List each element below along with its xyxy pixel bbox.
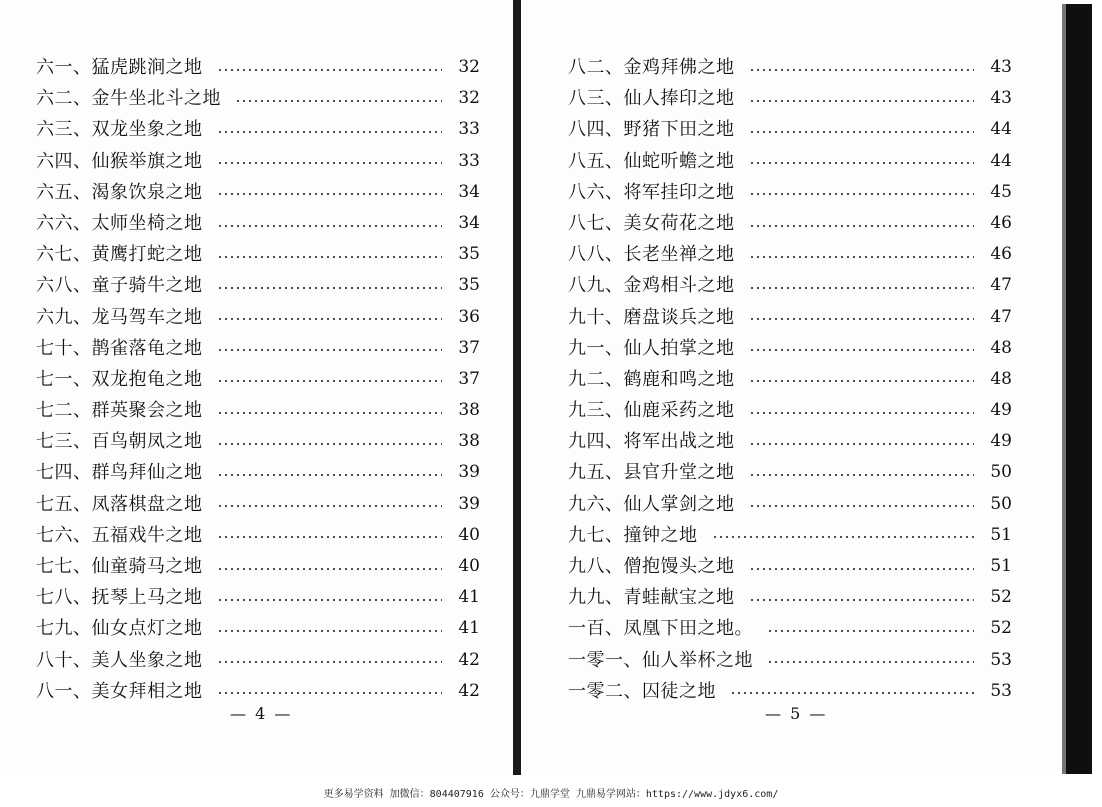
toc-entry-title: 七三、百鸟朝凤之地 — [36, 431, 203, 453]
dot-leader — [749, 256, 975, 258]
dot-leader — [749, 193, 975, 195]
toc-entry-title: 八十、美人坐象之地 — [36, 649, 203, 671]
dot-leader — [749, 287, 975, 289]
toc-entry — [36, 520, 480, 551]
toc-entry-title: 六三、双龙坐象之地 — [36, 119, 203, 141]
toc-entry-page: 36 — [458, 306, 480, 327]
toc-entry — [568, 146, 1012, 177]
toc-entry-page: 49 — [990, 400, 1012, 421]
toc-entry-title: 七八、抚琴上马之地 — [36, 587, 203, 609]
dot-leader — [217, 256, 443, 258]
toc-entry-title: 八六、将军挂印之地 — [568, 181, 735, 203]
toc-entry-title: 九八、僧抱馒头之地 — [568, 556, 735, 577]
toc-entry-title: 八七、美女荷花之地 — [568, 212, 735, 234]
toc-entry — [36, 177, 480, 208]
dot-leader — [749, 568, 975, 570]
toc-entry-page: 44 — [990, 119, 1012, 140]
toc-entry — [568, 333, 1012, 364]
toc-entry-page: 48 — [990, 337, 1012, 358]
dot-leader — [749, 162, 975, 164]
toc-entry — [568, 302, 1012, 333]
dot-leader — [217, 193, 443, 195]
toc-entry-page: 40 — [458, 556, 480, 576]
toc-entry-title: 七七、仙童骑马之地 — [36, 556, 203, 577]
dot-leader — [217, 318, 443, 320]
toc-entry — [568, 395, 1012, 426]
toc-entry — [36, 146, 480, 177]
toc-entry — [568, 239, 1012, 270]
toc-entry-title: 六八、童子骑牛之地 — [36, 275, 203, 297]
toc-entry-page: 41 — [458, 587, 480, 608]
toc-entry-page: 35 — [458, 244, 480, 265]
toc-entry-page: 47 — [990, 306, 1012, 327]
toc-entry-title: 八五、仙蛇听蟾之地 — [568, 150, 735, 172]
toc-entry-title: 八三、仙人捧印之地 — [568, 88, 735, 110]
dot-leader — [217, 630, 443, 632]
dot-leader — [235, 100, 442, 102]
toc-entry-page: 44 — [990, 150, 1012, 171]
dot-leader — [217, 69, 443, 71]
toc-entry — [36, 208, 480, 239]
toc-entry-title: 九一、仙人拍掌之地 — [568, 337, 735, 359]
toc-entry-page: 53 — [990, 680, 1012, 701]
dot-leader — [749, 225, 975, 227]
toc-entry-page: 32 — [458, 57, 480, 77]
dot-leader — [217, 599, 443, 601]
dot-leader — [730, 692, 974, 694]
toc-entry — [36, 52, 480, 83]
toc-entry-page: 35 — [458, 275, 480, 296]
dot-leader — [217, 692, 443, 694]
toc-entry — [36, 551, 480, 582]
toc-entry — [36, 239, 480, 270]
toc-entry — [568, 582, 1012, 613]
toc-entry-page: 38 — [458, 400, 480, 421]
toc-entry-page: 40 — [458, 524, 480, 545]
toc-entry-page: 37 — [458, 337, 480, 358]
dot-leader — [217, 412, 443, 414]
toc-entry-title: 九九、青蛙献宝之地 — [568, 587, 735, 609]
toc-entry-page: 43 — [990, 88, 1012, 109]
toc-entry — [568, 208, 1012, 239]
toc-entry — [568, 270, 1012, 301]
toc-left-list — [36, 52, 480, 707]
page-edge-shadow — [1066, 4, 1092, 774]
toc-entry-title: 九十、磨盘谈兵之地 — [568, 306, 735, 328]
toc-entry-page: 34 — [458, 212, 480, 233]
book-gutter — [513, 0, 521, 775]
dot-leader — [749, 380, 975, 382]
dot-leader — [749, 100, 975, 102]
toc-entry — [36, 333, 480, 364]
page-number-left: — 4 — — [230, 704, 293, 723]
toc-entry-title: 九六、仙人掌剑之地 — [568, 493, 735, 515]
dot-leader — [217, 443, 443, 445]
toc-entry-title: 八九、金鸡相斗之地 — [568, 275, 735, 297]
toc-entry-title: 七二、群英聚会之地 — [36, 400, 203, 422]
toc-entry — [36, 83, 480, 114]
toc-entry-page: 50 — [990, 462, 1012, 483]
toc-entry-page: 52 — [990, 618, 1012, 639]
toc-entry — [36, 582, 480, 613]
toc-entry-page: 53 — [990, 649, 1012, 670]
toc-entry-page: 51 — [990, 524, 1012, 545]
toc-entry-title: 六四、仙猴举旗之地 — [36, 150, 203, 172]
toc-entry-title: 七四、群鸟拜仙之地 — [36, 462, 203, 484]
dot-leader — [217, 287, 443, 289]
toc-entry — [36, 457, 480, 488]
toc-entry-title: 八四、野猪下田之地 — [568, 119, 735, 141]
toc-entry-page: 38 — [458, 431, 480, 452]
toc-entry — [36, 114, 480, 145]
toc-entry-title: 九七、撞钟之地 — [568, 524, 698, 546]
toc-entry — [36, 364, 480, 395]
toc-entry — [36, 395, 480, 426]
dot-leader — [749, 505, 975, 507]
toc-entry-title: 六五、渴象饮泉之地 — [36, 181, 203, 203]
toc-entry — [568, 457, 1012, 488]
toc-entry-page: 43 — [990, 57, 1012, 77]
toc-entry — [568, 52, 1012, 83]
toc-entry-title: 六六、太师坐椅之地 — [36, 212, 203, 234]
toc-entry — [568, 489, 1012, 520]
toc-entry-page: 39 — [458, 462, 480, 483]
toc-entry — [568, 520, 1012, 551]
dot-leader — [749, 131, 975, 133]
dot-leader — [217, 505, 443, 507]
toc-entry-title: 一零一、仙人举杯之地 — [568, 649, 753, 671]
toc-entry-page: 37 — [458, 368, 480, 389]
dot-leader — [749, 443, 975, 445]
toc-entry-title: 八八、长老坐禅之地 — [568, 244, 735, 266]
toc-entry-page: 42 — [458, 680, 480, 701]
toc-entry-page: 47 — [990, 275, 1012, 296]
toc-entry-title: 一零二、囚徒之地 — [568, 680, 716, 702]
toc-entry — [568, 114, 1012, 145]
toc-entry — [36, 613, 480, 644]
dot-leader — [217, 349, 443, 351]
toc-entry-page: 52 — [990, 587, 1012, 608]
toc-entry — [36, 489, 480, 520]
watermark-footer: 更多易学资料 加微信：804407916 公众号：九鼎学堂 九鼎易学网站：https://www.jdyx6.com/ — [323, 789, 779, 800]
toc-entry-title: 六七、黄鹰打蛇之地 — [36, 244, 203, 266]
toc-entry — [568, 426, 1012, 457]
dot-leader — [749, 349, 975, 351]
toc-entry-page: 49 — [990, 431, 1012, 452]
toc-entry — [568, 645, 1012, 676]
toc-entry-page: 33 — [458, 150, 480, 171]
dot-leader — [749, 69, 975, 71]
toc-entry-title: 六九、龙马驾车之地 — [36, 306, 203, 328]
dot-leader — [217, 162, 443, 164]
toc-entry-page: 42 — [458, 649, 480, 670]
toc-entry-title: 九二、鹤鹿和鸣之地 — [568, 368, 735, 390]
dot-leader — [749, 318, 975, 320]
toc-entry — [36, 270, 480, 301]
toc-entry-title: 六一、猛虎跳涧之地 — [36, 57, 203, 78]
toc-entry-title: 七十、鹊雀落龟之地 — [36, 337, 203, 359]
toc-entry-page: 45 — [990, 181, 1012, 202]
toc-entry-page: 41 — [458, 618, 480, 639]
toc-entry-title: 六二、金牛坐北斗之地 — [36, 88, 221, 110]
dot-leader — [767, 630, 974, 632]
toc-entry — [568, 676, 1012, 707]
dot-leader — [749, 599, 975, 601]
toc-entry-page: 51 — [990, 556, 1012, 576]
toc-entry — [36, 426, 480, 457]
page-number-right: — 5 — — [765, 704, 828, 723]
toc-entry — [36, 302, 480, 333]
toc-entry-title: 七六、五福戏牛之地 — [36, 524, 203, 546]
toc-entry-title: 八二、金鸡拜佛之地 — [568, 57, 735, 78]
dot-leader — [749, 474, 975, 476]
dot-leader — [767, 661, 974, 663]
toc-entry-page: 33 — [458, 119, 480, 140]
toc-entry-title: 九三、仙鹿采药之地 — [568, 400, 735, 422]
toc-entry — [568, 177, 1012, 208]
toc-entry-title: 七九、仙女点灯之地 — [36, 618, 203, 640]
toc-entry-title: 一百、凤凰下田之地。 — [568, 618, 753, 640]
toc-entry — [568, 613, 1012, 644]
dot-leader — [217, 225, 443, 227]
toc-entry-page: 34 — [458, 181, 480, 202]
dot-leader — [749, 412, 975, 414]
toc-entry-title: 七一、双龙抱龟之地 — [36, 368, 203, 390]
dot-leader — [712, 536, 975, 538]
dot-leader — [217, 536, 443, 538]
toc-entry — [568, 83, 1012, 114]
dot-leader — [217, 661, 443, 663]
toc-entry-page: 39 — [458, 493, 480, 514]
toc-entry — [568, 551, 1012, 582]
toc-entry-page: 46 — [990, 244, 1012, 265]
toc-entry-page: 50 — [990, 493, 1012, 514]
toc-right-list — [568, 52, 1012, 707]
toc-entry-page: 48 — [990, 368, 1012, 389]
dot-leader — [217, 131, 443, 133]
dot-leader — [217, 568, 443, 570]
toc-entry-title: 八一、美女拜相之地 — [36, 680, 203, 702]
toc-entry-title: 九五、县官升堂之地 — [568, 462, 735, 484]
toc-entry-title: 七五、凤落棋盘之地 — [36, 493, 203, 515]
dot-leader — [217, 474, 443, 476]
toc-entry-page: 46 — [990, 212, 1012, 233]
toc-entry — [568, 364, 1012, 395]
dot-leader — [217, 380, 443, 382]
toc-entry — [36, 676, 480, 707]
toc-entry — [36, 645, 480, 676]
toc-entry-title: 九四、将军出战之地 — [568, 431, 735, 453]
toc-entry-page: 32 — [458, 88, 480, 109]
